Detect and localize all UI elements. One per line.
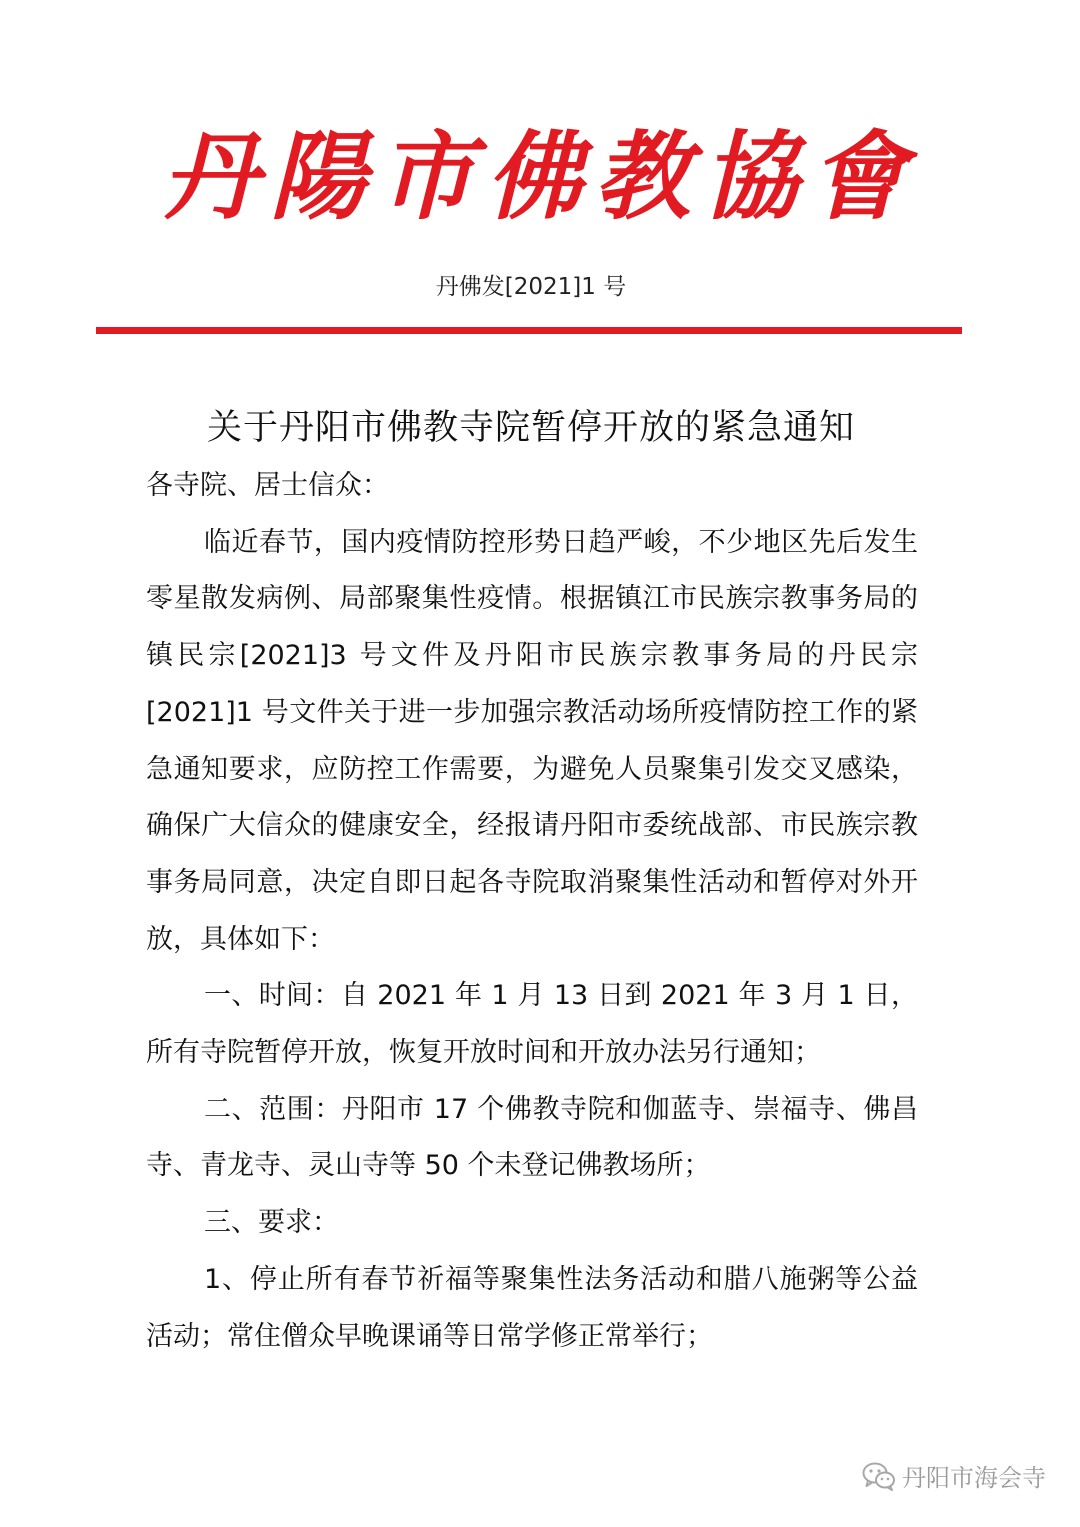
paragraph-requirement-1: 1、停止所有春节祈福等聚集性法务活动和腊八施粥等公益活动；常住僧众早晚课诵等日常学修正常举行； <box>146 1263 918 1352</box>
notice-body <box>146 458 918 1365</box>
document-number: 丹佛发[2021]1 号 <box>435 274 627 300</box>
wechat-icon <box>862 1461 896 1491</box>
salutation: 各寺院、居士信众： <box>146 470 389 501</box>
letterhead-org-name: 丹陽市佛教協會 <box>162 120 918 233</box>
paragraph-scope: 二、范围：丹阳市 17 个佛教寺院和伽蓝寺、崇福寺、佛昌寺、青龙寺、灵山寺等 50 个未登记佛教场所； <box>146 1093 918 1182</box>
paragraph-time: 一、时间：自 2021 年 1 月 13 日到 2021 年 3 月 1 日，所有寺院暂停开放，恢复开放时间和开放办法另行通知； <box>146 980 918 1069</box>
watermark-text: 丹阳市海会寺 <box>902 1464 1046 1492</box>
wechat-watermark <box>862 1458 1046 1493</box>
red-divider <box>96 327 962 334</box>
paragraph-requirements-heading: 三、要求： <box>204 1207 339 1239</box>
paragraph-intro: 临近春节，国内疫情防控形势日趋严峻，不少地区先后发生零星散发病例、局部聚集性疫情。根据镇江市民族宗教事务局的镇民宗[2021]3 号文件及丹阳市民族宗教事务局的丹民宗[2021]1 号文件关于进一步加强宗教活动场所疫情防控工作的紧急通知要求，应防控工作需要，为避免人员聚集引发交叉感染，确保广大信众的健康安全，经报请丹阳市委统战部、市民族宗教事务局同意，决定自即日起各寺院取消聚集性活动和暂停对外开放，具体如下： <box>146 526 918 955</box>
notice-title: 关于丹阳市佛教寺院暂停开放的紧急通知 <box>206 408 855 448</box>
